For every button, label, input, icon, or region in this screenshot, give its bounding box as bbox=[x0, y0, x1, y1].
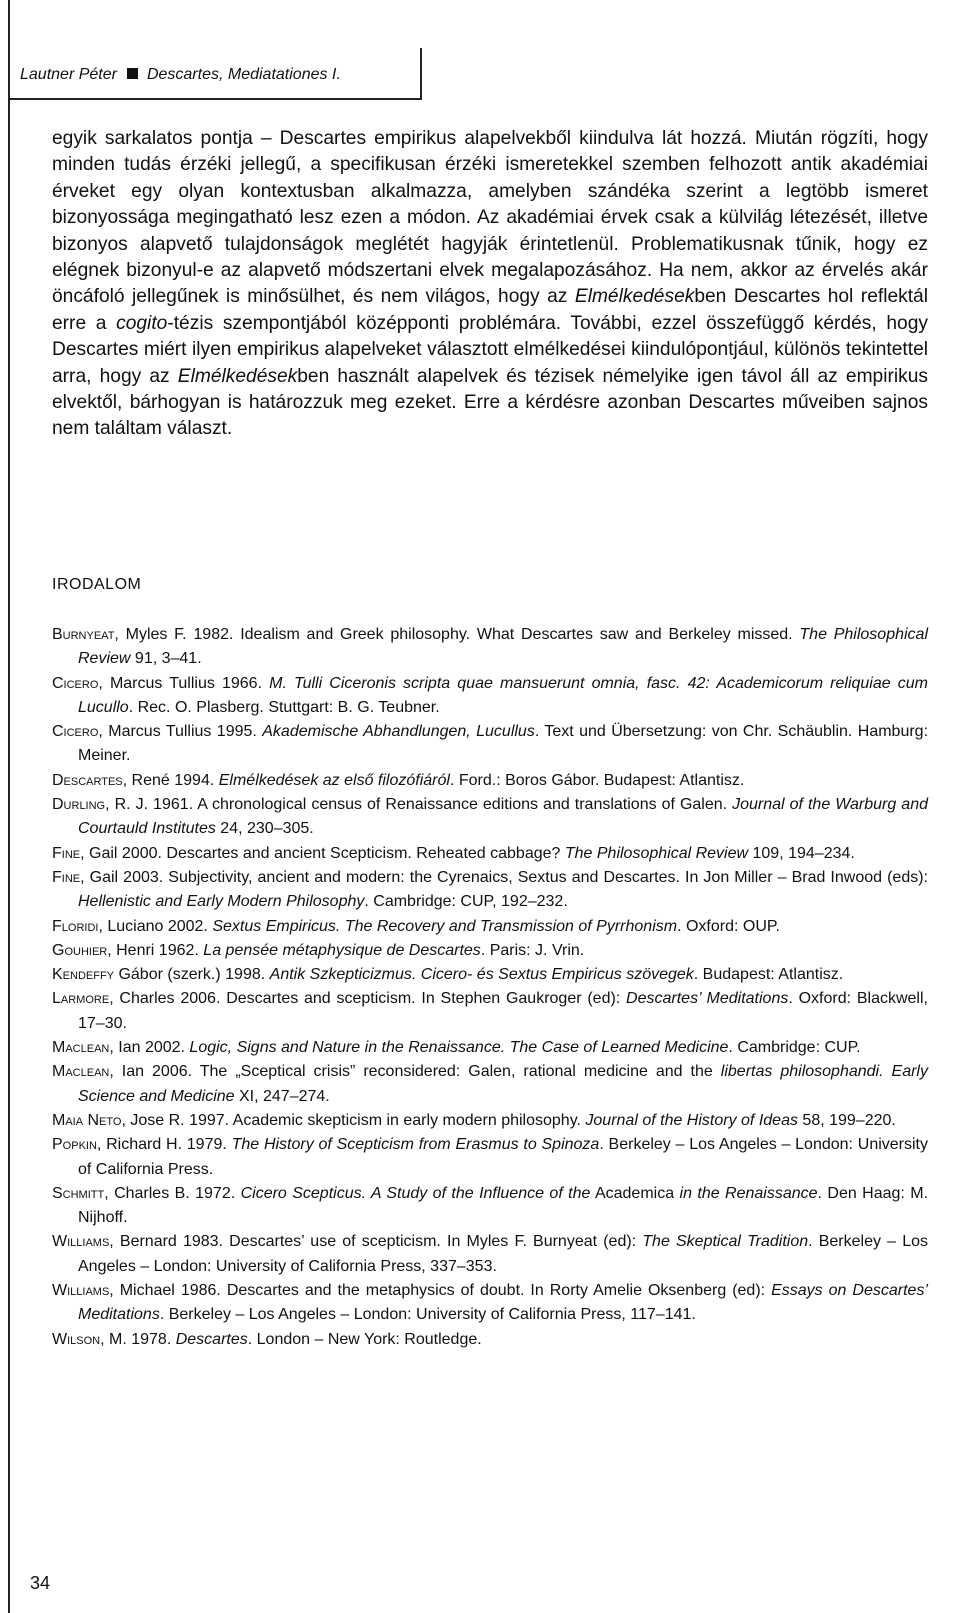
italic-text: La pensée métaphysique de Descartes bbox=[203, 941, 481, 959]
bibliography-entry bbox=[52, 939, 928, 963]
ref-author: Williams bbox=[52, 1233, 110, 1251]
text-run: 24, 230–305. bbox=[215, 820, 314, 838]
ref-author: Wilson bbox=[52, 1330, 101, 1348]
italic-text: The Skeptical Tradition bbox=[642, 1233, 809, 1251]
running-header bbox=[20, 66, 341, 84]
bibliography-entry bbox=[52, 672, 928, 721]
italic-text: The Philosophical Review bbox=[564, 844, 749, 862]
bibliography-entry bbox=[52, 1230, 928, 1279]
text-run: . Cambridge: CUP. bbox=[728, 1039, 861, 1057]
text-run: , M. 1978. bbox=[100, 1330, 176, 1348]
italic-text: Elmélkedések bbox=[177, 365, 298, 387]
text-run: , Gail 2003. Subjectivity, ancient and modern: the Cyrenaics, Sextus and Descartes. In Jon Miller – Brad Inwood (eds): bbox=[80, 868, 928, 886]
text-run: . Den Haag: M. Nijhoff. bbox=[78, 1184, 929, 1227]
ref-author: Cicero bbox=[52, 674, 99, 692]
text-run: . Budapest: Atlantisz. bbox=[693, 966, 844, 984]
text-run: , Jose R. 1997. Academic skepticism in early modern philosophy. bbox=[121, 1111, 586, 1129]
ref-author: Maclean bbox=[52, 1063, 110, 1081]
italic-text: Logic, Signs and Nature in the Renaissance. The Case of Learned Medicine bbox=[189, 1039, 729, 1057]
body-paragraph bbox=[52, 126, 928, 443]
italic-text: Journal of the Warburg and Courtauld Institutes bbox=[78, 796, 928, 838]
ref-author: Larmore bbox=[52, 990, 110, 1008]
bibliography-heading: IRODALOM bbox=[52, 576, 142, 593]
bibliography-entry bbox=[52, 1109, 928, 1133]
header-title: Descartes, Mediatationes I. bbox=[146, 66, 341, 83]
text-run: . Text und Übersetzung: von Chr. Schäublin. Hamburg: Meiner. bbox=[78, 723, 929, 765]
italic-text: Sextus Empiricus. The Recovery and Transmission of Pyrrhonism bbox=[212, 917, 678, 935]
italic-text: Akademische Abhandlungen, Lucullus bbox=[262, 723, 535, 741]
text-run: Gábor (szerk.) 1998. bbox=[114, 966, 270, 984]
text-run: egyik sarkalatos pontja – Descartes empirikus alapelvekből kiindulva lát hozzá. Miután rögzíti, hogy minden tudás érzéki jellegű, a specifikusan érzéki ismeretekkel szemben felhozott antik akadémiai érveket egy olyan kontextusban alkalmazza, amelyben szándéka szerint a legtöbb ismeret bizonyossága megingatható lesz ezen a módon. Az akadémiai érvek csak a külvilág létezését, illetve bizonyos alapvető tulajdonságok meglétét hagyják érintetlenül. Problematikusnak tűnik, hogy ez elégnek bizonyul-e az alapvető módszertani elvek megalapozásához. Ha nem, akkor az érvelés akár öncáfoló jellegűnek is minősülhet, és nem világos, hogy az bbox=[52, 128, 928, 308]
ref-author: Descartes bbox=[52, 771, 123, 789]
text-run: , R. J. 1961. A chronological census of Renaissance editions and translations of Galen. bbox=[105, 796, 733, 814]
text-run: 58, 199–220. bbox=[797, 1111, 896, 1129]
italic-text: Antik Szkepticizmus. Cicero- és Sextus Empiricus szövegek bbox=[269, 966, 694, 984]
text-run: , Richard H. 1979. bbox=[96, 1136, 232, 1154]
text-run: , Marcus Tullius 1995. bbox=[98, 723, 263, 741]
text-run: . Oxford: Blackwell, 17–30. bbox=[78, 990, 928, 1032]
text-run: . Cambridge: CUP, 192–232. bbox=[364, 893, 568, 911]
text-run: , Charles B. 1972. bbox=[104, 1184, 241, 1202]
text-run: Academica bbox=[590, 1184, 680, 1202]
left-margin-rule bbox=[8, 0, 10, 1613]
bibliography-entry bbox=[52, 866, 928, 915]
bibliography-list bbox=[52, 623, 928, 1352]
text-run: , René 1994. bbox=[122, 771, 219, 789]
italic-text: M. Tulli Ciceronis scripta quae mansuerunt omnia, fasc. 42: Academicorum reliquiae cum Lucullo bbox=[78, 674, 928, 716]
text-run: , Ian 2002. bbox=[109, 1039, 190, 1057]
text-run: . London – New York: Routledge. bbox=[247, 1330, 482, 1348]
italic-text: Hellenistic and Early Modern Philosophy bbox=[78, 893, 365, 911]
italic-text: Journal of the History of Ideas bbox=[585, 1111, 798, 1129]
text-run: ben használt alapelvek és tézisek némelyike igen távol áll az empirikus elvektől, bárhogyan is határozzuk meg ezeket. Erre a kérdésre azonban Descartes műveiben sajnos nem találtam választ. bbox=[52, 365, 928, 440]
bibliography-entry bbox=[52, 793, 928, 842]
body-text bbox=[52, 126, 928, 443]
bibliography-entry bbox=[52, 987, 928, 1036]
bibliography-entry bbox=[52, 623, 928, 672]
text-run: . Berkeley – Los Angeles – London: University of California Press, 337–353. bbox=[78, 1233, 928, 1275]
bibliography-entry bbox=[52, 915, 928, 939]
ref-author: Williams bbox=[52, 1282, 110, 1300]
text-run: XI, 247–274. bbox=[234, 1087, 330, 1105]
ref-author: Fine bbox=[52, 844, 81, 862]
text-run: , Ian 2006. The „Sceptical crisis” reconsidered: Galen, rational medicine and the bbox=[109, 1063, 721, 1081]
ref-author: Maia Neto bbox=[52, 1111, 122, 1129]
text-run: , Bernard 1983. Descartes’ use of scepticism. In Myles F. Burnyeat (ed): bbox=[109, 1233, 643, 1251]
ref-author: Kendeffy bbox=[52, 966, 115, 984]
italic-text: libertas philosophandi. Early Science and Medicine bbox=[78, 1063, 928, 1105]
bibliography-entry bbox=[52, 769, 928, 793]
bibliography-entry bbox=[52, 1133, 928, 1182]
text-run: , Gail 2000. Descartes and ancient Scepticism. Reheated cabbage? bbox=[80, 844, 565, 862]
text-run: . Paris: J. Vrin. bbox=[480, 941, 585, 959]
square-bullet-icon bbox=[127, 68, 138, 79]
text-run: , Charles 2006. Descartes and scepticism. In Stephen Gaukroger (ed): bbox=[109, 990, 627, 1008]
italic-text: Descartes’ Meditations bbox=[626, 990, 789, 1008]
text-run: , Michael 1986. Descartes and the metaphysics of doubt. In Rorty Amelie Oksenberg (ed): bbox=[109, 1282, 772, 1300]
bibliography-entry bbox=[52, 963, 928, 987]
bibliography-entry bbox=[52, 1182, 928, 1231]
ref-author: Burnyeat bbox=[52, 626, 115, 643]
header-author: Lautner Péter bbox=[20, 66, 117, 83]
ref-author: Gouhier bbox=[52, 941, 108, 959]
italic-text: The History of Scepticism from Erasmus to Spinoza bbox=[231, 1136, 600, 1154]
text-run: . Rec. O. Plasberg. Stuttgart: B. G. Teubner. bbox=[128, 698, 440, 716]
ref-author: Popkin bbox=[52, 1136, 97, 1154]
italic-text: Elmélkedések az első filozófiáról bbox=[218, 771, 450, 789]
italic-text: in the Renaissance bbox=[679, 1184, 818, 1202]
text-run: . Oxford: OUP. bbox=[677, 917, 780, 935]
ref-author: Schmitt bbox=[52, 1184, 105, 1202]
ref-author: Cicero bbox=[52, 723, 99, 741]
bibliography-entry bbox=[52, 1060, 928, 1109]
bibliography-entry bbox=[52, 1328, 928, 1352]
text-run: , Myles F. 1982. Idealism and Greek philosophy. What Descartes saw and Berkeley missed. bbox=[114, 626, 800, 643]
ref-author: Durling bbox=[52, 796, 106, 814]
italic-text: cogito bbox=[116, 312, 168, 334]
bibliography-entry bbox=[52, 1279, 928, 1328]
text-run: . Berkeley – Los Angeles – London: University of California Press. bbox=[78, 1136, 929, 1178]
text-run: 109, 194–234. bbox=[748, 844, 855, 862]
page-number: 34 bbox=[30, 1573, 51, 1593]
text-run: . Ford.: Boros Gábor. Budapest: Atlantisz. bbox=[449, 771, 745, 789]
text-run: , Marcus Tullius 1966. bbox=[98, 674, 270, 692]
italic-text: The Philosophical Review bbox=[78, 626, 929, 668]
text-run: . Berkeley – Los Angeles – London: University of California Press, 117–141. bbox=[159, 1306, 696, 1324]
text-run: 91, 3–41. bbox=[130, 650, 202, 668]
text-run: , Henri 1962. bbox=[107, 941, 204, 959]
text-run: -tézis szempontjából középponti problémára. További, ezzel összefüggő kérdés, hogy Descartes miért ilyen empirikus alapelveket választott elmélkedései kiindulópontjául, különös tekintettel arra, hogy az bbox=[52, 312, 928, 387]
italic-text: Cicero Scepticus. A Study of the Influence of the bbox=[240, 1184, 591, 1202]
ref-author: Fine bbox=[52, 868, 81, 886]
text-run: , Luciano 2002. bbox=[98, 917, 213, 935]
italic-text: Essays on Descartes’ Meditations bbox=[78, 1282, 928, 1324]
bibliography-entry bbox=[52, 720, 928, 769]
ref-author: Maclean bbox=[52, 1039, 110, 1057]
italic-text: Elmélkedések bbox=[574, 286, 695, 308]
ref-author: Floridi bbox=[52, 917, 99, 935]
bibliography-entry bbox=[52, 842, 928, 866]
italic-text: Descartes bbox=[175, 1330, 248, 1348]
text-run: ben Descartes hol reflektál erre a bbox=[52, 286, 928, 334]
bibliography-entry bbox=[52, 1036, 928, 1060]
